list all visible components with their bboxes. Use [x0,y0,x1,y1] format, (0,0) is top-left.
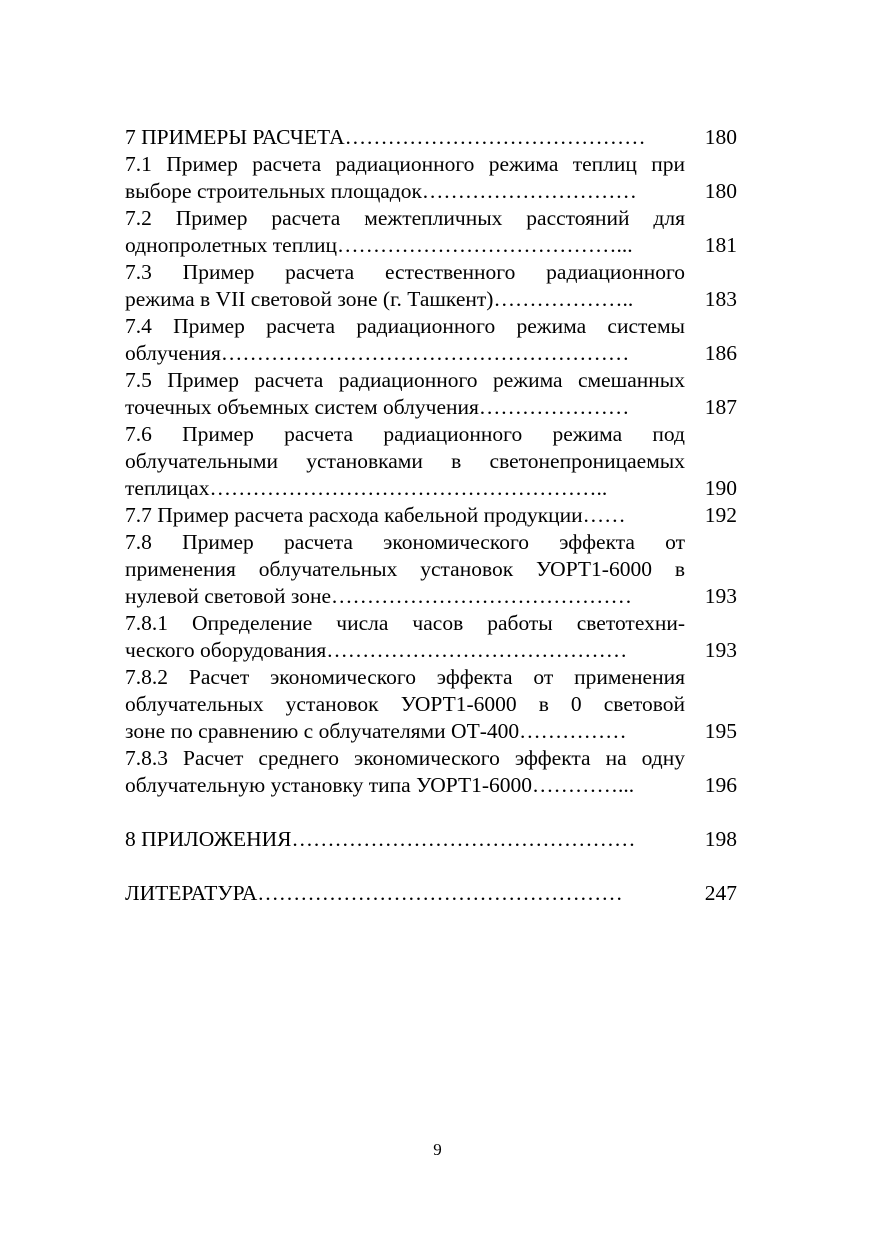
toc-page-number: 195 [704,719,737,743]
toc-entry[interactable] [125,529,740,610]
toc-entry-line [125,502,740,529]
toc-entry[interactable] [125,610,740,664]
toc-entry-text: 7.6 Пример расчета радиационного режима под [125,422,685,446]
toc-entry-line [125,205,740,232]
toc-entry-line [125,394,740,421]
toc-entry-line [125,772,740,799]
toc-page-number: 193 [704,638,737,662]
toc-entry-text: облучательных установок УОРТ1-6000 в 0 световой [125,692,685,716]
toc-entry-text: применения облучательных установок УОРТ1-6000 в [125,557,685,581]
toc-entry-text: 7.4 Пример расчета радиационного режима системы [125,314,685,338]
toc-page-number: 183 [704,287,737,311]
toc-entry-text: 7.8.1 Определение числа часов работы светотехни- [125,611,685,635]
toc-entry-text: ческого оборудования…………………………………… [125,638,628,662]
toc-entry-line [125,745,740,772]
toc-entry[interactable] [125,502,740,529]
toc-entry-text: 8 ПРИЛОЖЕНИЯ………………………………………… [125,827,636,851]
toc-entry-line [125,151,740,178]
toc-entry-text: 7 ПРИМЕРЫ РАСЧЕТА…………………………………… [125,125,646,149]
toc-entry-text: нулевой световой зоне…………………………………… [125,584,632,608]
toc-entry-text: 7.5 Пример расчета радиационного режима смешанных [125,368,685,392]
toc-page-number: 196 [704,773,737,797]
toc-entry-line [125,178,740,205]
page-number: 9 [433,1140,442,1159]
toc-entry-line [125,664,740,691]
toc-entry-line [125,718,740,745]
toc-entry[interactable] [125,313,740,367]
toc-entry-text: теплицах……………………………………………….. [125,476,608,500]
toc-entry-text: точечных объемных систем облучения………………… [125,395,630,419]
toc-entry-line [125,448,740,475]
toc-gap [125,853,740,880]
toc-entry[interactable] [125,151,740,205]
toc-page-number: 186 [704,341,737,365]
toc-entry-line [125,529,740,556]
toc-page-number: 180 [704,179,737,203]
toc-entry-line [125,691,740,718]
toc-page-number: 193 [704,584,737,608]
toc-entry-text: 7.7 Пример расчета расхода кабельной продукции…… [125,503,626,527]
toc-entry-text: облучения………………………………………………… [125,341,630,365]
toc-entry[interactable] [125,664,740,745]
toc-entry-line [125,340,740,367]
toc-entry[interactable] [125,367,740,421]
toc-page-number: 181 [704,233,737,257]
toc-page-number: 198 [704,827,737,851]
toc-entry-text: ЛИТЕРАТУРА…………………………………………… [125,881,623,905]
toc-entry-text: 7.8.2 Расчет экономического эффекта от применения [125,665,685,689]
toc-entry-line [125,583,740,610]
toc-entry[interactable] [125,259,740,313]
toc-entry-line [125,367,740,394]
toc-entry-line [125,475,740,502]
toc-entry-line [125,880,740,907]
toc-entry-line [125,259,740,286]
toc-entry-line [125,421,740,448]
toc-entry-line [125,637,740,664]
toc-entry[interactable] [125,124,740,151]
toc-entry-text: однопролетных теплиц…………………………………... [125,233,633,257]
toc-entry-text: 7.1 Пример расчета радиационного режима теплиц при [125,152,685,176]
toc-entry[interactable] [125,205,740,259]
table-of-contents [125,124,740,907]
toc-gap [125,799,740,826]
toc-entry-line [125,313,740,340]
toc-page-number: 187 [704,395,737,419]
toc-entry-line [125,232,740,259]
toc-page-number: 247 [704,881,737,905]
toc-entry-line [125,610,740,637]
toc-entry-text: 7.8 Пример расчета экономического эффекта от [125,530,685,554]
toc-entry-text: 7.2 Пример расчета межтепличных расстояний для [125,206,685,230]
toc-entry-text: облучательными установками в светонепроницаемых [125,449,685,473]
toc-entry-text: выборе строительных площадок………………………… [125,179,637,203]
toc-page-number: 192 [704,503,737,527]
toc-entry[interactable] [125,880,740,907]
toc-entry-text: зоне по сравнению с облучателями ОТ-400…………… [125,719,627,743]
toc-entry-line [125,124,740,151]
toc-entry-text: режима в VII световой зоне (г. Ташкент)……………….. [125,287,634,311]
toc-page-number: 190 [704,476,737,500]
toc-entry[interactable] [125,745,740,799]
toc-entry[interactable] [125,421,740,502]
toc-entry-text: 7.8.3 Расчет среднего экономического эффекта на одну [125,746,685,770]
toc-entry[interactable] [125,826,740,853]
toc-entry-text: облучательную установку типа УОРТ1-6000…………... [125,773,635,797]
toc-page-number: 180 [704,125,737,149]
toc-entry-line [125,826,740,853]
toc-entry-line [125,556,740,583]
toc-entry-text: 7.3 Пример расчета естественного радиационного [125,260,685,284]
toc-entry-line [125,286,740,313]
